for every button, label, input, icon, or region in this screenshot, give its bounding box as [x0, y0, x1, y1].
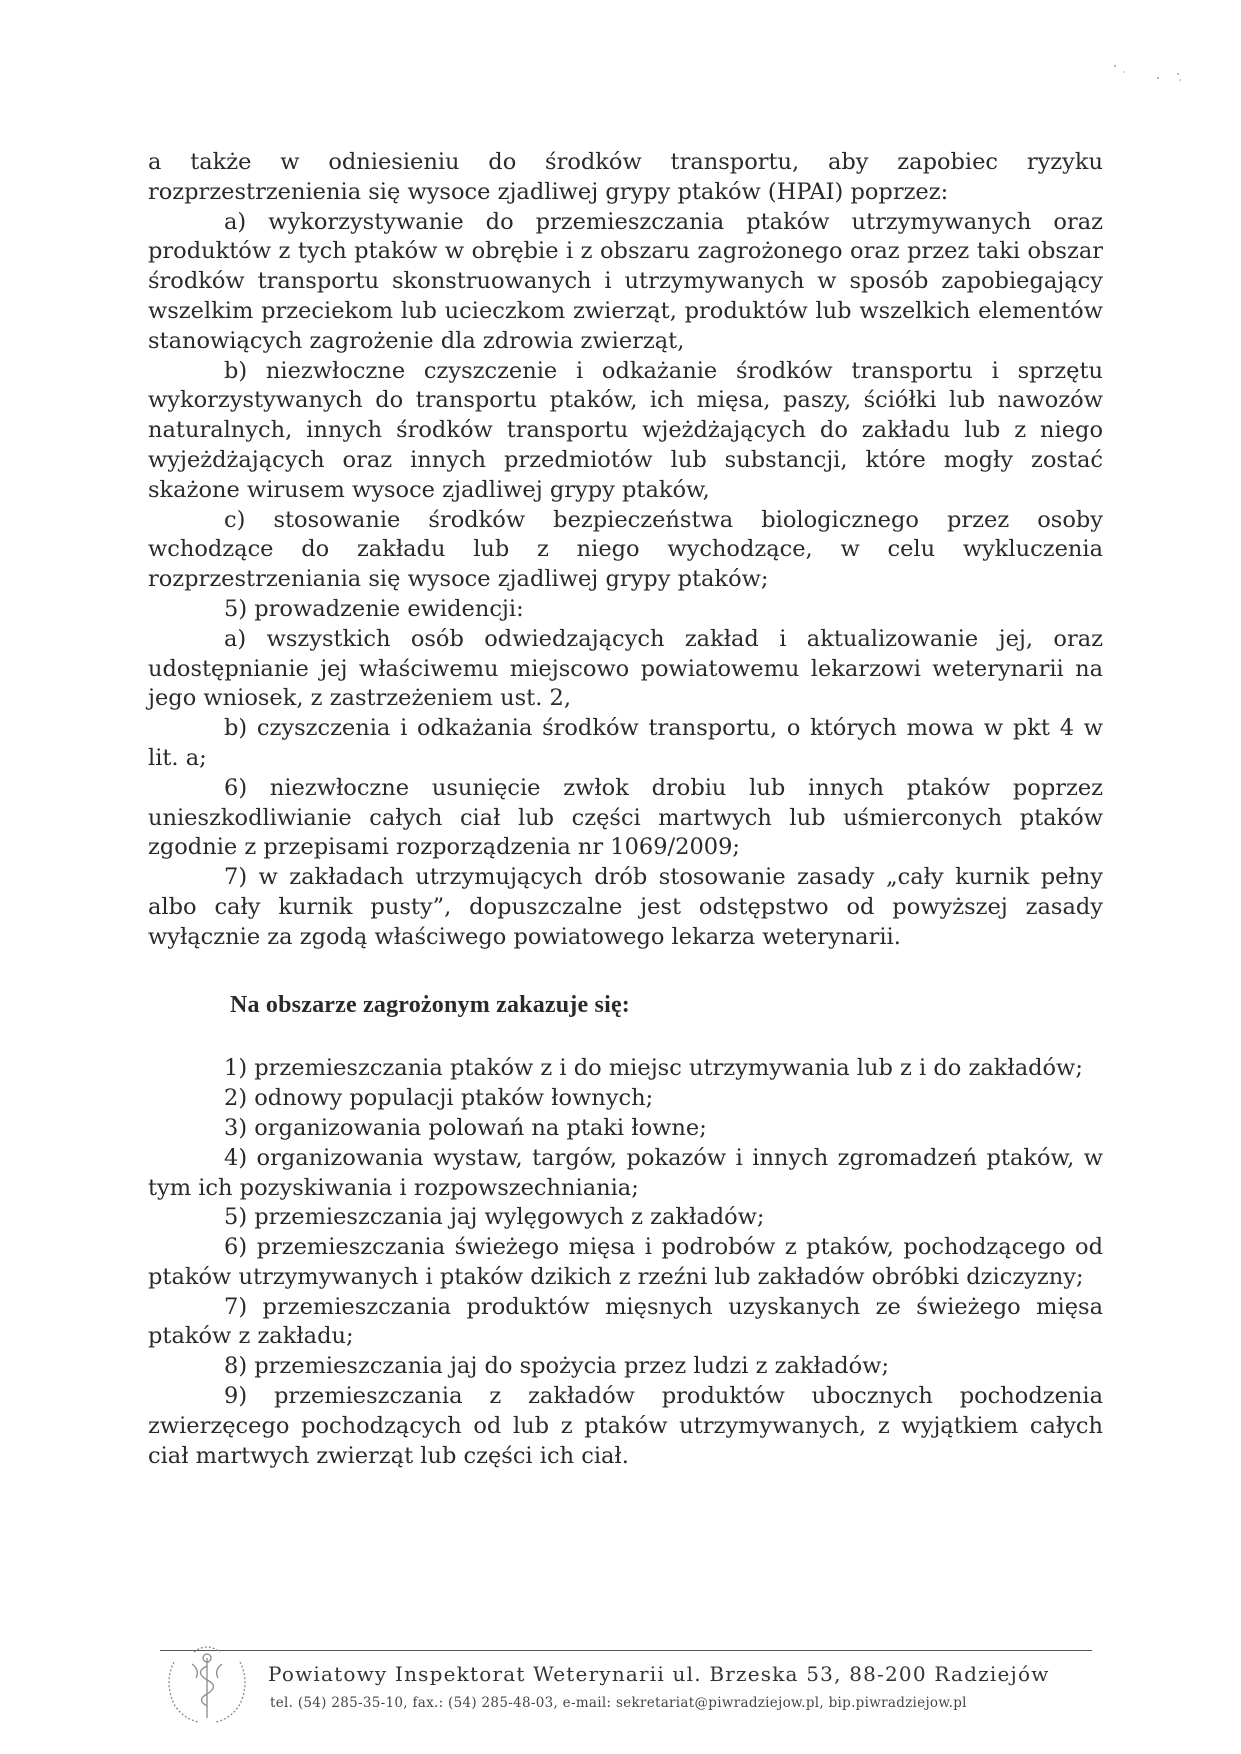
footer-contact: tel. (54) 285-35-10, fax.: (54) 285-48-03, e-mail: sekretariat@piwradziejow.pl, bip.piwradziejow.pl: [270, 1695, 967, 1711]
document-body: [148, 148, 1103, 1471]
list-item: 5) przemieszczania jaj wylęgowych z zakładów;: [224, 1204, 765, 1231]
list-item: c) stosowanie środków bezpieczeństwa biologicznego przez osoby wchodzące do zakładu lub z niego wychodzące, w celu wykluczenia rozprzestrzeniania się wysoce zjadliwej grypy ptaków;: [148, 506, 1103, 593]
list-item: 5) prowadzenie ewidencji:: [224, 595, 524, 622]
scan-specks: [1110, 60, 1200, 100]
list-item: 8) przemieszczania jaj do spożycia przez ludzi z zakładów;: [224, 1353, 890, 1380]
list-item: a) wszystkich osób odwiedzających zakład i aktualizowanie jej, oraz udostępnianie jej właściwemu miejscowo powiatowemu lekarzowi weterynarii na jego wniosek, z zastrzeżeniem ust. 2,: [148, 625, 1103, 712]
list-item: 6) przemieszczania świeżego mięsa i podrobów z ptaków, pochodzącego od ptaków utrzymywanych i ptaków dzikich z rzeźni lub zakładów obróbki dziczyzny;: [148, 1234, 1103, 1290]
list-item: b) niezwłoczne czyszczenie i odkażanie środków transportu i sprzętu wykorzystywanych do transportu ptaków, ich mięsa, paszy, ściółki lub nawozów naturalnych, innych środków transportu wjeżdżających do zakładu lub z niego wyjeżdżających oraz innych przedmiotów lub substancji, które mogły zostać skażone wirusem wysoce zjadliwej grypy ptaków,: [148, 357, 1103, 503]
list-item: 7) w zakładach utrzymujących drób stosowanie zasady „cały kurnik pełny albo cały kurnik pusty”, dopuszczalne jest odstępstwo od powyższej zasady wyłącznie za zgodą właściwego powiatowego lekarza weterynarii.: [148, 864, 1103, 950]
list-item: 7) przemieszczania produktów mięsnych uzyskanych ze świeżego mięsa ptaków z zakładu;: [148, 1293, 1103, 1350]
list-item: a) wykorzystywanie do przemieszczania ptaków utrzymywanych oraz produktów z tych ptaków w obrębie i z obszaru zagrożonego oraz przez taki obszar środków transportu skonstruowanych i utrzymywanych w sposób zapobiegający wszelkim przeciekom lub ucieczkom zwierząt, produktów lub wszelkich elementów stanowiących zagrożenie dla zdrowia zwierząt,: [148, 208, 1103, 354]
intro-paragraph: a także w odniesieniu do środków transportu, aby zapobiec ryzyku rozprzestrzenienia się wysoce zjadliwej grypy ptaków (HPAI) poprzez:: [148, 149, 1103, 205]
list-item: 6) niezwłoczne usunięcie zwłok drobiu lub innych ptaków poprzez unieszkodliwianie całych ciał lub części martwych lub uśmierconych ptaków zgodnie z przepisami rozporządzenia nr 1069/2009;: [148, 774, 1103, 861]
veterinary-emblem-icon: [152, 1632, 262, 1732]
list-item: 2) odnowy populacji ptaków łownych;: [224, 1085, 654, 1112]
footer-divider: [160, 1650, 1092, 1651]
section-heading: Na obszarze zagrożonym zakazuje się:: [230, 991, 630, 1018]
list-item: 3) organizowania polowań na ptaki łowne;: [224, 1114, 707, 1141]
list-item: b) czyszczenia i odkażania środków transportu, o których mowa w pkt 4 w lit. a;: [148, 715, 1103, 771]
list-item: 1) przemieszczania ptaków z i do miejsc utrzymywania lub z i do zakładów;: [224, 1055, 1083, 1082]
footer-institution: Powiatowy Inspektorat Weterynarii ul. Brzeska 53, 88-200 Radziejów: [268, 1662, 1050, 1686]
list-item: 9) przemieszczania z zakładów produktów ubocznych pochodzenia zwierzęcego pochodzących od lub z ptaków utrzymywanych, z wyjątkiem całych ciał martwych zwierząt lub części ich ciał.: [148, 1383, 1103, 1469]
list-item: 4) organizowania wystaw, targów, pokazów i innych zgromadzeń ptaków, w tym ich pozyskiwania i rozpowszechniania;: [148, 1144, 1103, 1201]
